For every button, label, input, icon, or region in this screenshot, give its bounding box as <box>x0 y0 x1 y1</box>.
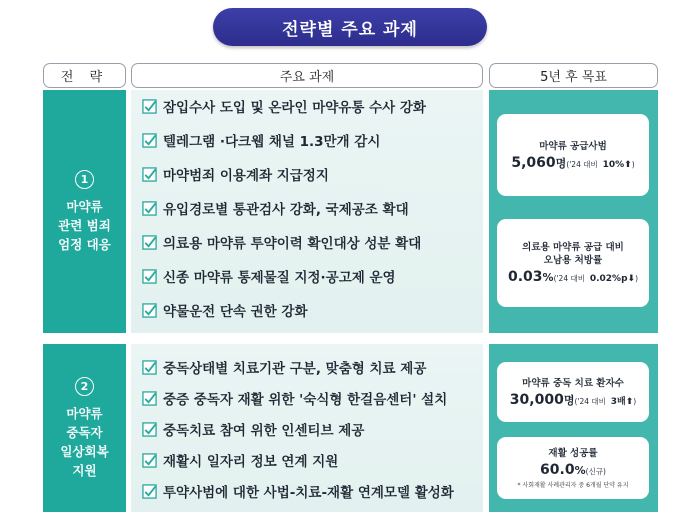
goal-card <box>497 437 649 499</box>
goal-compare-close: ) <box>635 274 638 283</box>
goal-unit: % <box>542 271 554 284</box>
goal-number: 0.03 <box>507 269 543 285</box>
checkbox-check-icon <box>142 303 157 318</box>
goal-number: 60.0 <box>540 462 575 478</box>
header-goals: 5년 후 목표 <box>489 63 658 88</box>
task-item <box>142 300 308 320</box>
goal-compare: ('24 대비 <box>574 396 606 406</box>
goal-compare: ('24 대비 <box>553 274 585 283</box>
task-text: 재활시 일자리 정보 연계 지원 <box>163 454 339 470</box>
task-item <box>142 450 338 470</box>
strategy-number: 2 <box>75 377 94 396</box>
task-text: 유입경로별 통관검사 강화, 국제공조 확대 <box>163 202 409 218</box>
goal-compare: ('24 대비 <box>566 159 598 169</box>
task-item <box>142 96 426 116</box>
task-item <box>142 130 380 150</box>
checkbox-check-icon <box>142 133 157 148</box>
task-item <box>142 232 421 252</box>
goal-label: 의료용 마약류 공급 대비 오남용 처방률 <box>522 242 624 266</box>
task-text: 중독상태별 치료기관 구분, 맞춤형 치료 제공 <box>163 361 427 377</box>
checkbox-check-icon <box>142 269 157 284</box>
task-item <box>142 419 364 439</box>
goal-number: 30,000 <box>509 391 564 408</box>
strategy-name: 마약류 관련 범죄 엄정 대응 <box>58 198 111 252</box>
goal-card <box>497 114 649 196</box>
goal-value <box>510 392 636 408</box>
task-text: 마약범죄 이용계좌 지급정지 <box>163 168 329 184</box>
checkbox-check-icon <box>142 167 157 182</box>
task-text: 의료용 마약류 투약이력 확인대상 성분 확대 <box>163 236 422 252</box>
goal-card <box>497 362 649 422</box>
strategy-2 <box>43 344 126 512</box>
tasks-1 <box>131 90 483 333</box>
task-item <box>142 164 329 184</box>
task-text: 텔레그램 ·다크웹 채널 1.3만개 감시 <box>163 134 381 150</box>
task-text: 약물운전 단속 권한 강화 <box>163 304 308 320</box>
task-item <box>142 357 426 377</box>
strategy-number: 1 <box>75 170 94 189</box>
goal-value <box>540 462 606 478</box>
goal-label: 재활 성공률 <box>548 448 598 459</box>
goal-delta: 3배 <box>610 396 626 407</box>
goal-delta: 0.02%p <box>589 274 628 284</box>
goal-unit: 명 <box>555 156 567 170</box>
task-item <box>142 198 409 218</box>
goal-number: 5,060 <box>511 154 556 171</box>
task-text: 중증 중독자 재활 위한 '숙식형 한걸음센터' 설치 <box>163 392 448 408</box>
checkbox-check-icon <box>142 360 157 375</box>
page-title: 전략별 주요 과제 <box>213 8 487 46</box>
goal-card <box>497 219 649 307</box>
arrow-up-icon: ⬆ <box>625 396 634 407</box>
goals-2 <box>489 344 658 512</box>
checkbox-check-icon <box>142 201 157 216</box>
checkbox-check-icon <box>142 453 157 468</box>
header-strategy: 전 략 <box>43 63 126 88</box>
goal-note: * 사회재활 사례관리자 중 6개월 단약 유지 <box>517 482 629 489</box>
goal-compare: (신규) <box>585 467 606 476</box>
goal-compare-close: ) <box>633 396 637 406</box>
task-item <box>142 481 454 501</box>
goal-compare-close: ) <box>631 159 635 169</box>
checkbox-check-icon <box>142 484 157 499</box>
task-text: 중독치료 참여 위한 인센티브 제공 <box>163 423 365 439</box>
checkbox-check-icon <box>142 235 157 250</box>
strategy-1 <box>43 90 126 333</box>
task-text: 신종 마약류 통제물질 지정·공고제 운영 <box>163 270 396 286</box>
goals-1 <box>489 90 658 333</box>
goal-value <box>508 269 638 285</box>
tasks-2 <box>131 344 483 512</box>
arrow-down-icon: ⬇ <box>627 274 636 284</box>
goal-unit: % <box>574 464 586 477</box>
strategy-name: 마약류 중독자 일상회복 지원 <box>60 405 109 478</box>
task-text: 잠입수사 도입 및 온라인 마약유통 수사 강화 <box>163 100 426 116</box>
goal-value <box>511 155 634 171</box>
goal-label: 마약류 공급사범 <box>539 140 607 152</box>
checkbox-check-icon <box>142 99 157 114</box>
checkbox-check-icon <box>142 422 157 437</box>
checkbox-check-icon <box>142 391 157 406</box>
task-text: 투약사범에 대한 사법-치료-재활 연계모델 활성화 <box>163 485 454 501</box>
goal-label: 마약류 중독 치료 환자수 <box>522 377 624 389</box>
arrow-up-icon: ⬆ <box>624 159 632 170</box>
goal-delta: 10% <box>602 159 625 170</box>
task-item <box>142 266 396 286</box>
task-item <box>142 388 447 408</box>
goal-unit: 명 <box>563 393 575 407</box>
header-tasks: 주요 과제 <box>131 63 483 88</box>
